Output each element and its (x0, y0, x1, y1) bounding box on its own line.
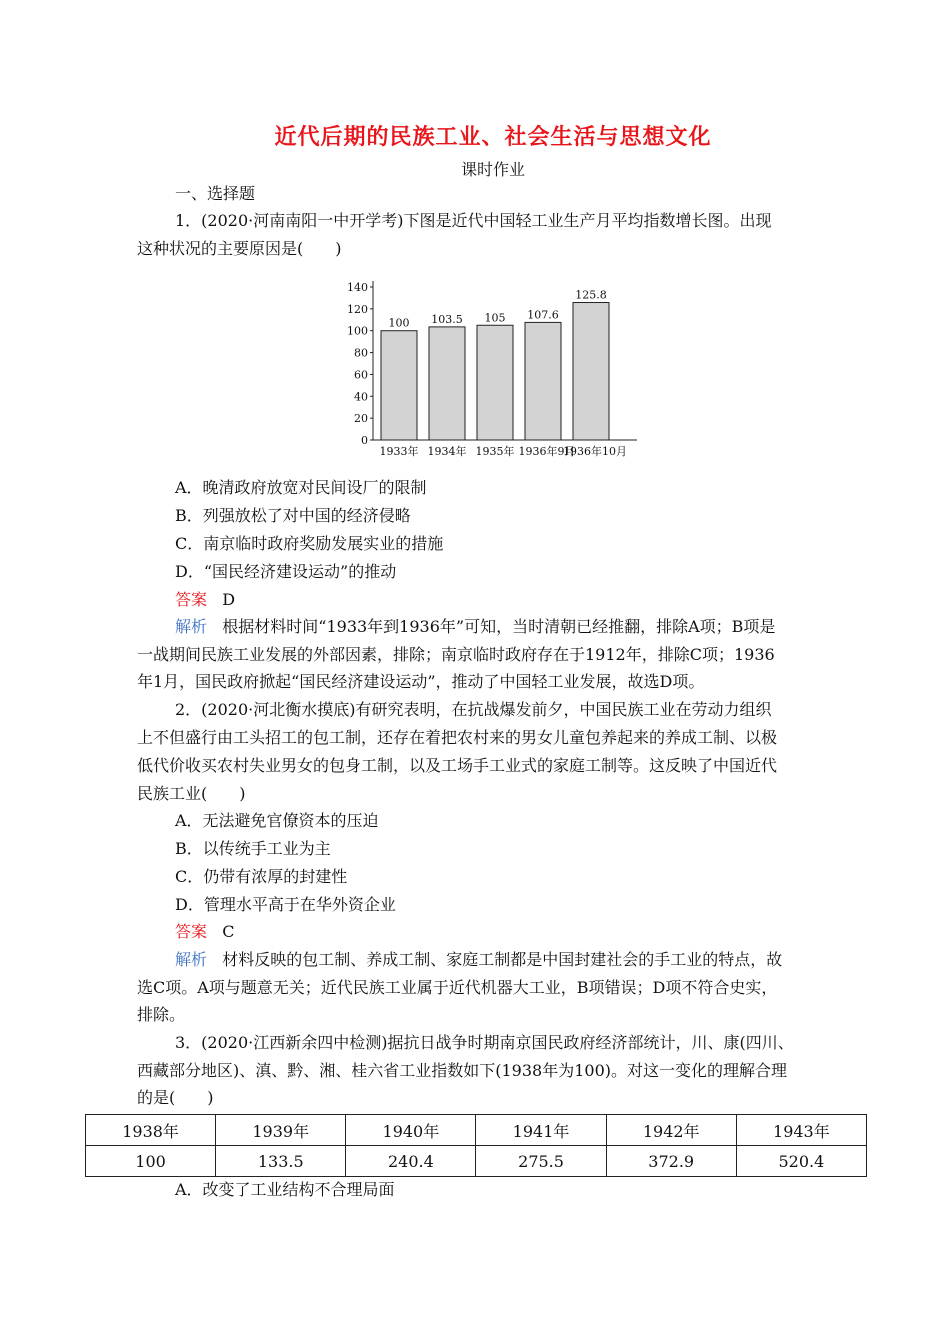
q2-stem-line-3: 低代价收买农村失业男女的包身工制，以及工场手工业式的家庭工制等。这反映了中国近代 (137, 756, 778, 775)
y-tick-label: 140 (347, 281, 368, 294)
bar (525, 322, 561, 440)
q2-stem-line-1: 2．(2020·河北衡水摸底)有研究表明，在抗战爆发前夕，中国民族工业在劳动力组织 (175, 700, 772, 719)
q2-option-a: A．无法避免官僚资本的压迫 (175, 811, 379, 830)
answer-value: C (222, 922, 235, 941)
q2-analysis-line-2: 选C项。A项与题意无关；近代民族工业属于近代机器大工业，B项错误；D项不符合史实， (137, 978, 778, 997)
bar (573, 303, 609, 440)
analysis-label: 解析 (175, 617, 208, 636)
table-cell: 240.4 (346, 1146, 476, 1177)
y-tick-label: 100 (347, 324, 368, 338)
table-cell: 520.4 (736, 1146, 866, 1177)
q2-stem-line-4: 民族工业( ) (137, 784, 246, 803)
table-cell: 100 (86, 1146, 216, 1177)
q1-analysis-line-3: 年1月，国民政府掀起“国民经济建设运动”，推动了中国轻工业发展，故选D项。 (137, 672, 705, 691)
table-cell: 1941年 (476, 1115, 606, 1146)
q2-answer (175, 922, 855, 942)
table-cell: 275.5 (476, 1146, 606, 1177)
q1-option-a: A．晚清政府放宽对民间设厂的限制 (175, 478, 427, 497)
y-tick-label: 80 (354, 346, 368, 360)
bar (477, 325, 513, 440)
analysis-text: 材料反映的包工制、养成工制、家庭工制都是中国封建社会的手工业的特点，故 (222, 950, 783, 969)
section-heading: 一、选择题 (175, 184, 256, 203)
chart-bars (380, 289, 628, 458)
q2-stem-line-2: 上不但盛行由工头招工的包工制，还存在着把农村来的男女儿童包养起来的养成工制、以极 (137, 728, 778, 747)
x-tick-label: 1936年10月 (563, 445, 627, 458)
y-tick-label: 40 (354, 390, 368, 404)
bar-value-label: 100 (388, 316, 410, 330)
y-tick-label: 20 (354, 412, 368, 426)
q3-option-a: A．改变了工业结构不合理局面 (175, 1180, 395, 1199)
x-tick-label: 1934年 (427, 445, 467, 458)
y-tick-label: 120 (347, 302, 368, 316)
table-cell: 372.9 (606, 1146, 736, 1177)
table-row (86, 1146, 867, 1177)
bar-value-label: 125.8 (575, 288, 607, 302)
x-tick-label: 1936年9月 (518, 445, 576, 458)
q2-analysis-line-3: 排除。 (137, 1005, 186, 1024)
q1-option-d: D．“国民经济建设运动”的推动 (175, 562, 397, 581)
q1-option-c: C．南京临时政府奖励发展实业的措施 (175, 534, 444, 553)
q1-analysis-line-2: 一战期间民族工业发展的外部因素，排除；南京临时政府存在于1912年，排除C项；1936 (137, 645, 775, 664)
q3-index-table (85, 1114, 867, 1177)
q3-stem-line-2: 西藏部分地区)、滇、黔、湘、桂六省工业指数如下(1938年为100)。对这一变化的理解合理 (137, 1061, 787, 1080)
bar-value-label: 103.5 (431, 312, 463, 326)
q3-stem-line-1: 3．(2020·江西新余四中检测)据抗日战争时期南京国民政府经济部统计，川、康(四川、 (175, 1033, 794, 1052)
q1-stem-line-2: 这种状况的主要原因是( ) (137, 239, 342, 258)
bar-value-label: 105 (484, 311, 506, 325)
x-tick-label: 1933年 (379, 445, 419, 458)
answer-value: D (222, 590, 236, 609)
table-cell: 1940年 (346, 1115, 476, 1146)
q2-option-b: B．以传统手工业为主 (175, 839, 331, 858)
table-header-row (86, 1115, 867, 1146)
q3-stem-line-3: 的是( ) (137, 1088, 214, 1107)
q1-bar-chart (340, 275, 650, 465)
analysis-text: 根据材料时间“1933年到1936年”可知，当时清朝已经推翻，排除A项；B项是 (222, 617, 776, 636)
q1-analysis-line-1 (175, 617, 855, 637)
q1-option-b: B．列强放松了对中国的经济侵略 (175, 506, 411, 525)
q2-analysis-line-1 (175, 950, 855, 970)
analysis-label: 解析 (175, 950, 208, 969)
page-subtitle: 课时作业 (460, 160, 525, 179)
y-tick-label: 0 (361, 434, 368, 447)
x-tick-label: 1935年 (475, 445, 515, 458)
q2-option-c: C．仍带有浓厚的封建性 (175, 867, 348, 886)
y-tick-label: 60 (354, 368, 368, 382)
table-cell: 133.5 (216, 1146, 346, 1177)
table-cell: 1942年 (606, 1115, 736, 1146)
answer-label: 答案 (175, 922, 208, 941)
table-cell: 1939年 (216, 1115, 346, 1146)
bar (381, 331, 417, 440)
q2-option-d: D．管理水平高于在华外资企业 (175, 895, 396, 914)
table-cell: 1938年 (86, 1115, 216, 1146)
page-title: 近代后期的民族工业、社会生活与思想文化 (274, 124, 712, 150)
q1-answer (175, 590, 855, 610)
q1-stem-line-1: 1．(2020·河南南阳一中开学考)下图是近代中国轻工业生产月平均指数增长图。出现 (175, 211, 772, 230)
bar (429, 327, 465, 440)
answer-label: 答案 (175, 590, 208, 609)
table-cell: 1943年 (736, 1115, 866, 1146)
bar-value-label: 107.6 (527, 308, 559, 322)
